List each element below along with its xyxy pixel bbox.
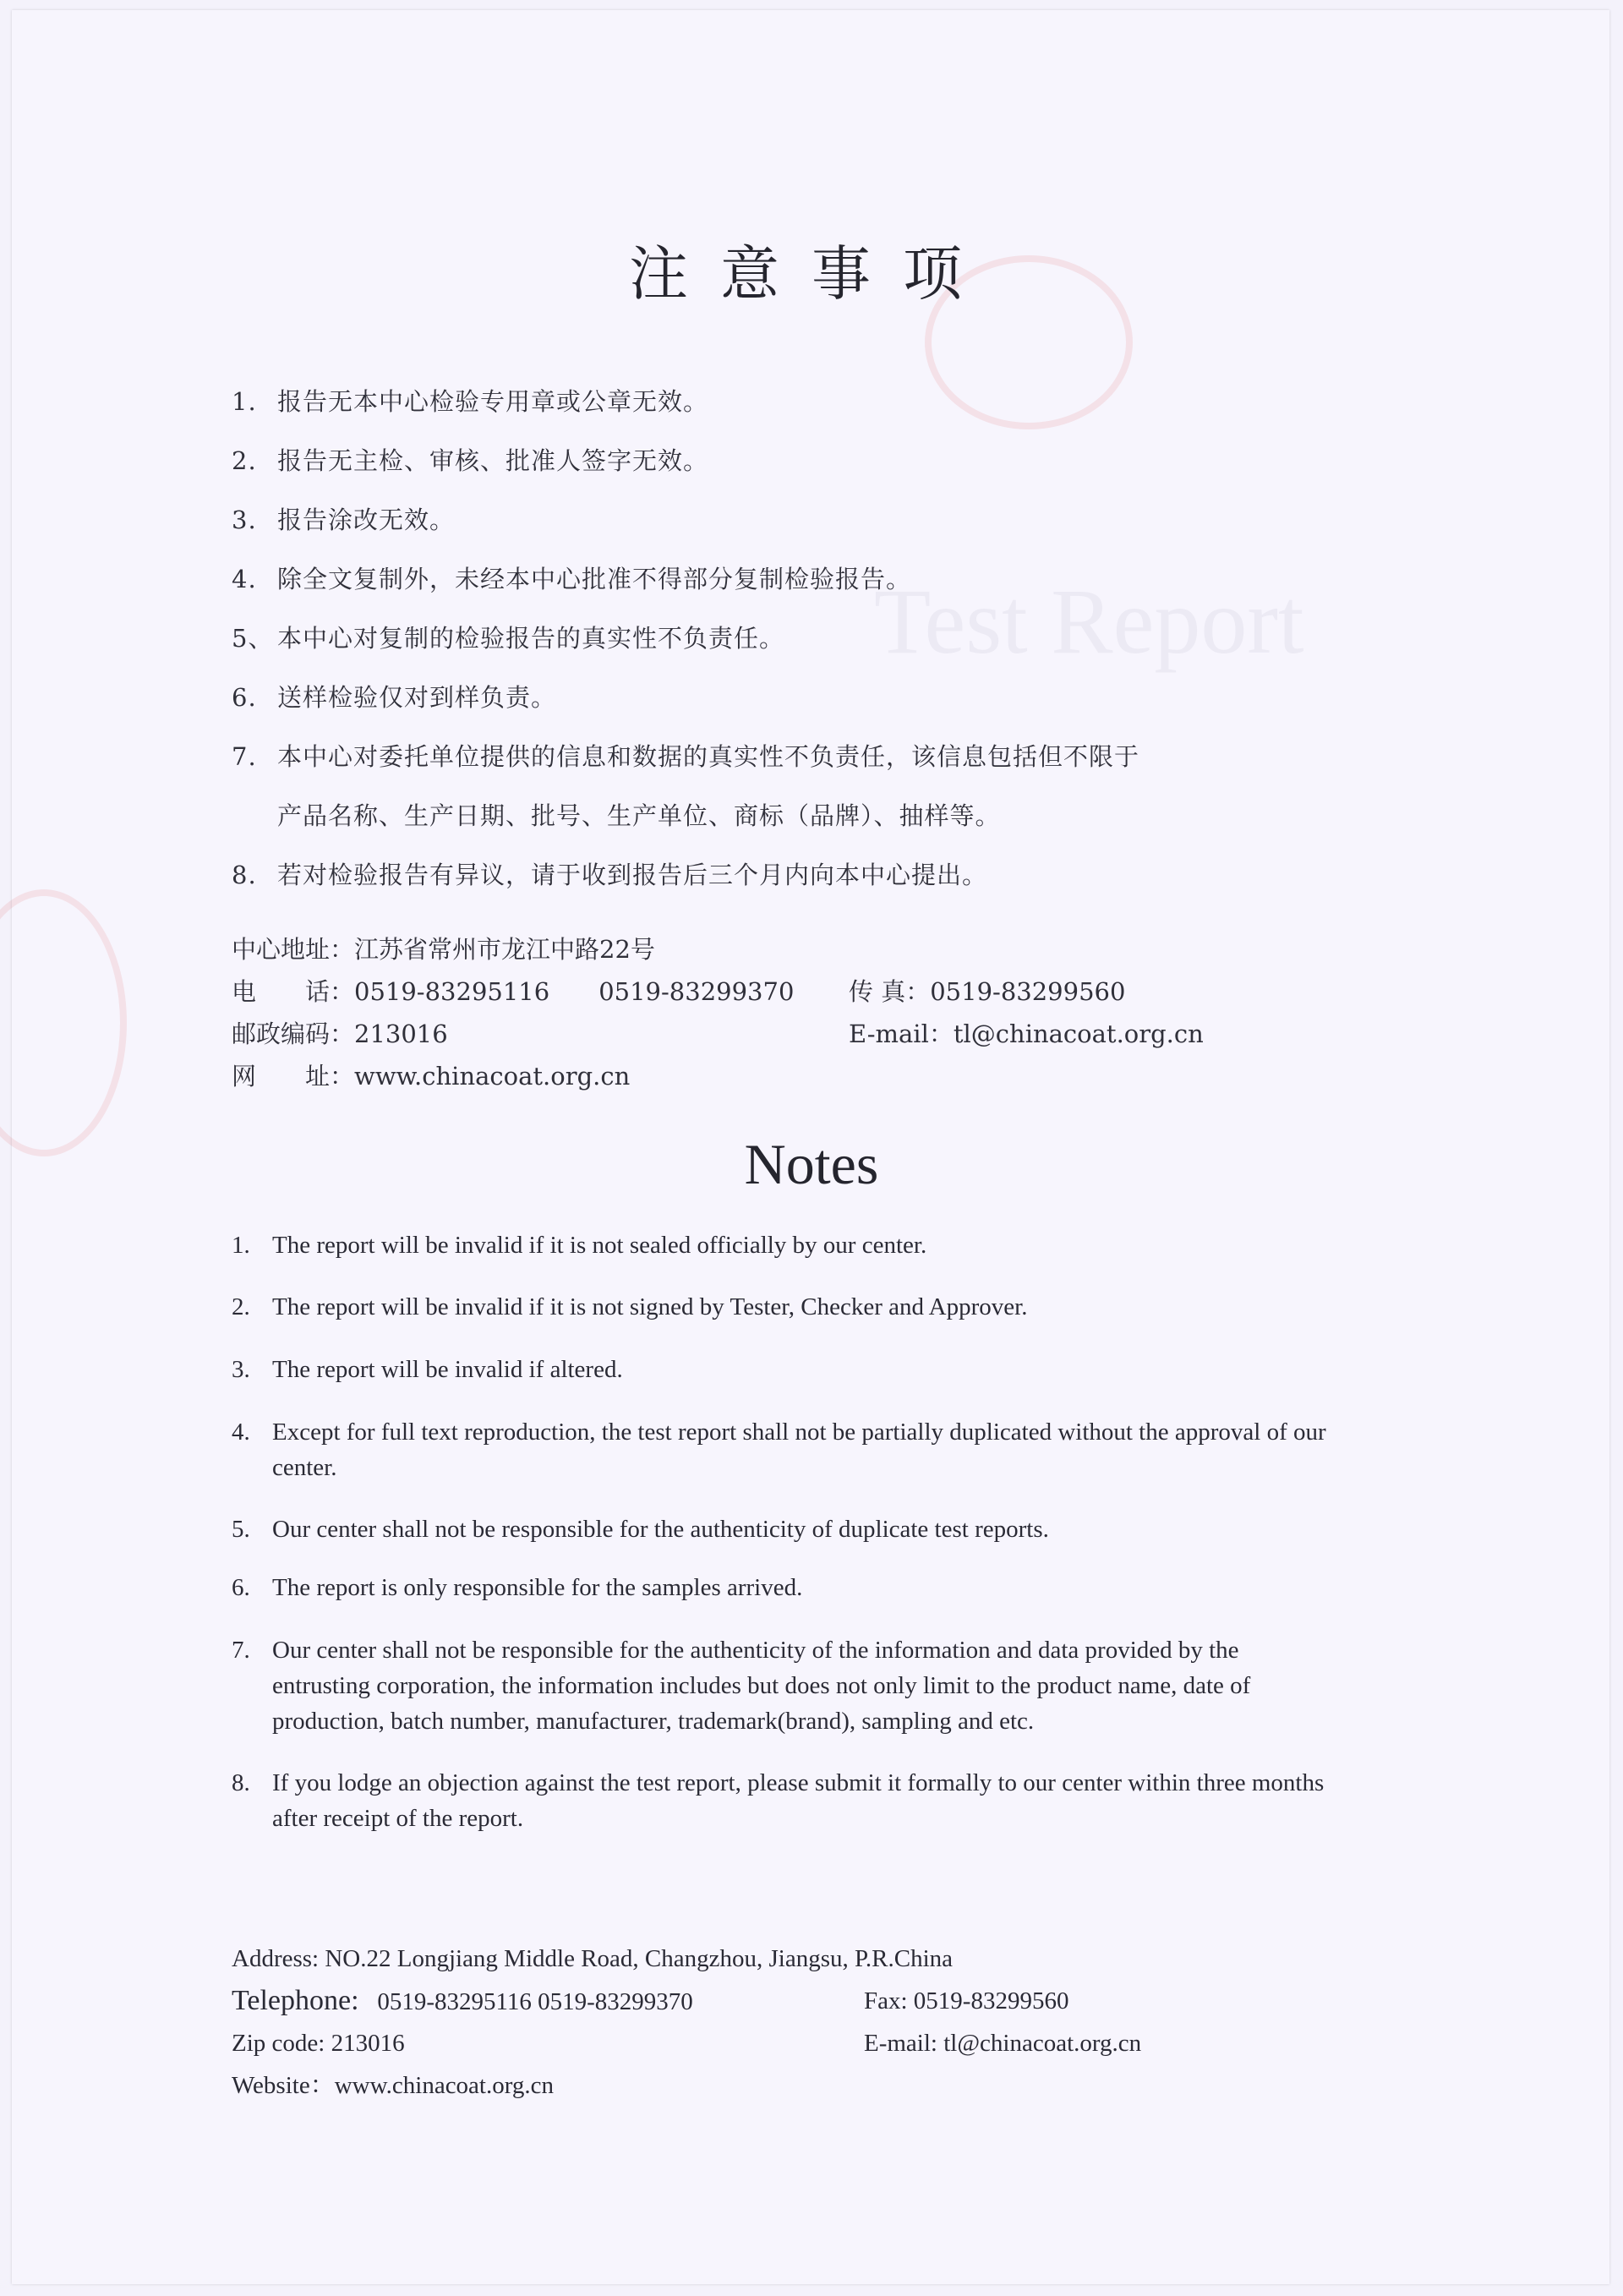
email-en: E-mail: tl@chinacoat.org.cn [864,2030,1142,2057]
phone-en: 0519-83295116 0519-83299370 [377,1988,693,2015]
list-item: 3. The report will be invalid if altered. [232,1356,623,1383]
list-item: 1. The report will be invalid if it is not sealed officially by our center. [232,1232,927,1259]
list-item: 7. 本中心对委托单位提供的信息和数据的真实性不负责任，该信息包括但不限于 [232,742,1140,771]
list-item: 4. 除全文复制外，未经本中心批准不得部分复制检验报告。 [232,565,912,593]
phone-cn: 电 话：0519-83295116 0519-83299370 [232,977,795,1006]
fax-en: Fax: 0519-83299560 [864,1987,1069,2014]
bleed-through-seal [0,889,127,1156]
list-item: 2. The report will be invalid if it is not signed by Tester, Checker and Approver. [232,1293,1028,1320]
list-item: 3. 报告涂改无效。 [232,506,456,534]
email-cn: E-mail：tl@chinacoat.org.cn [849,1020,1204,1048]
website-en: Website：www.chinacoat.org.cn [232,2072,554,2099]
list-item: 6. 送样检验仅对到样负责。 [232,683,557,712]
bleed-through-text: Test Report [874,570,1304,673]
page-title-en: Notes [744,1132,879,1196]
website-cn: 网 址：www.chinacoat.org.cn [232,1062,631,1091]
list-item: 8. 若对检验报告有异议，请于收到报告后三个月内向本中心提出。 [232,861,988,889]
list-item: 1. 报告无本中心检验专用章或公章无效。 [232,387,709,416]
address-cn: 中心地址：江苏省常州市龙江中路22号 [232,935,655,964]
zip-en: Zip code: 213016 [232,2030,405,2057]
list-item: 6. The report is only responsible for the samples arrived. [232,1574,803,1601]
phone-label-en: Telephone: [232,1985,359,2016]
list-item: 2. 报告无主检、审核、批准人签字无效。 [232,446,709,475]
list-item: 8. If you lodge an objection against the test report, please submit it formally to our center within three months after receipt of the report. [232,1769,1325,1832]
list-item: 5、 本中心对复制的检验报告的真实性不负责任。 [232,624,785,653]
notes-list-cn [232,372,1347,905]
list-item: 5. Our center shall not be responsible for the authenticity of duplicate test reports. [232,1516,1049,1543]
list-item-continuation: 产品名称、生产日期、批号、生产单位、商标（品牌）、抽样等。 [277,801,1001,830]
list-item: 7. Our center shall not be responsible for the authenticity of the information and data provided by the entrusting corporation, the information includes but does not only limit to the product name, date of production, batch number, manufacturer, trademark(brand), sampling and etc. [232,1637,1251,1735]
contact-block-cn [232,928,1415,1097]
address-en: Address: NO.22 Longjiang Middle Road, Changzhou, Jiangsu, P.R.China [232,1945,954,1972]
list-item: 4. Except for full text reproduction, the test report shall not be partially duplicated without the approval of our center. [232,1419,1326,1481]
notes-list-en [232,1227,1331,1836]
contact-block-en [232,1938,1415,2107]
zip-cn: 邮政编码：213016 [232,1020,448,1048]
page-title-cn: 注意事项 [629,239,994,309]
fax-cn: 传 真：0519-83299560 [849,977,1126,1006]
